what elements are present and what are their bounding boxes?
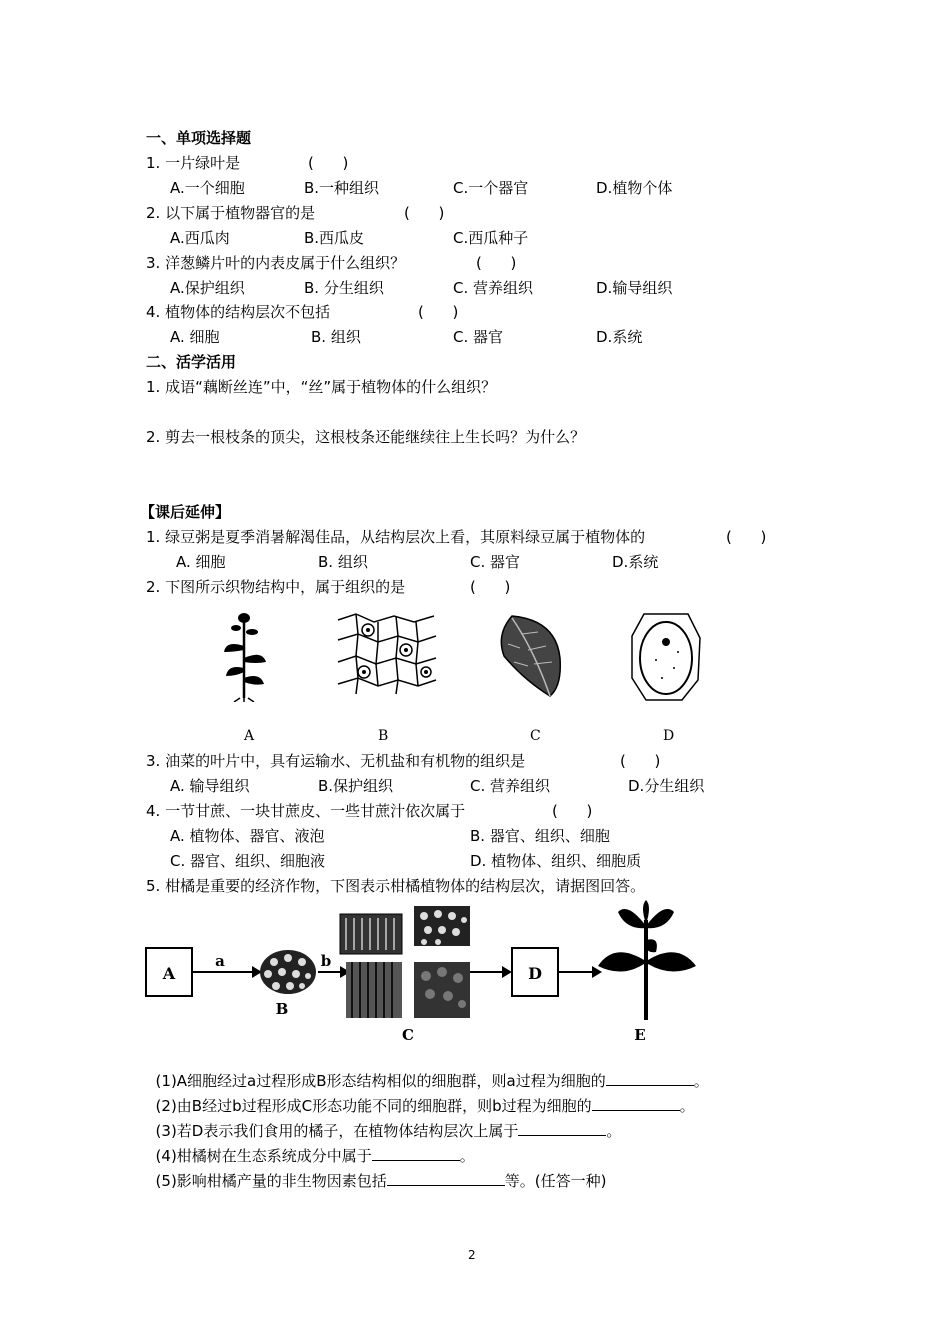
plant-e-label: E: [634, 1026, 646, 1044]
option: A.一个细胞: [170, 179, 245, 197]
leaf-figure-c: [494, 610, 568, 700]
answer-parens: ( ): [470, 578, 511, 596]
answer-parens: ( ): [476, 254, 517, 272]
answer-parens: ( ): [726, 528, 767, 546]
option: B. 组织: [318, 553, 368, 571]
figure-label: C: [530, 728, 541, 744]
option: C. 器官、组织、细胞液: [170, 852, 326, 870]
option: A. 植物体、器官、液泡: [170, 827, 325, 845]
question-stem: 3. 油菜的叶片中，具有运输水、无机盐和有机物的组织是: [146, 752, 526, 770]
option: A. 输导组织: [170, 777, 250, 795]
option: B.西瓜皮: [304, 229, 365, 247]
box-a-label: A: [162, 964, 176, 983]
option: C.一个器官: [453, 179, 529, 197]
option: B. 分生组织: [304, 279, 384, 297]
option: B. 组织: [311, 328, 361, 346]
option: D.分生组织: [628, 777, 705, 795]
page-number: 2: [468, 1248, 476, 1262]
option: A.保护组织: [170, 279, 245, 297]
option: C. 营养组织: [453, 279, 534, 297]
question-stem: 1. 绿豆粥是夏季消暑解渴佳品，从结构层次上看，其原料绿豆属于植物体的: [146, 528, 646, 546]
fill-in-text: (5)影响柑橘产量的非生物因素包括: [155, 1172, 387, 1190]
question-stem: 2. 以下属于植物器官的是: [146, 204, 316, 222]
question-stem: 1. 成语“藕断丝连”中，“丝”属于植物体的什么组织？: [146, 378, 497, 396]
option: A. 细胞: [170, 328, 220, 346]
answer-parens: ( ): [418, 303, 459, 321]
question-stem: 3. 洋葱鳞片叶的内表皮属于什么组织？: [146, 254, 406, 272]
option: C. 器官: [470, 553, 521, 571]
answer-blank[interactable]: [387, 1170, 505, 1186]
fill-in-text: (1)A细胞经过a过程形成B形态结构相似的细胞群，则a过程为细胞的: [155, 1072, 606, 1090]
arrow-a-label: a: [215, 952, 225, 970]
section-title-apply: 二、活学活用: [146, 353, 237, 371]
answer-parens: ( ): [308, 154, 349, 172]
answer-parens: ( ): [552, 802, 593, 820]
figure-label: D: [663, 728, 675, 744]
section-title-single-choice: 一、单项选择题: [146, 129, 252, 147]
option: B.保护组织: [318, 777, 394, 795]
question-stem: 5. 柑橘是重要的经济作物，下图表示柑橘植物体的结构层次，请据图回答。: [146, 877, 646, 895]
section-title-extension: 【课后延伸】: [140, 503, 231, 521]
option: D.系统: [612, 553, 659, 571]
question-stem: 2. 下图所示织物结构中，属于组织的是: [146, 578, 406, 596]
option: C. 器官: [453, 328, 504, 346]
question-stem: 2. 剪去一根枝条的顶尖，这根枝条还能继续往上生长吗？为什么？: [146, 428, 586, 446]
plant-e: [598, 900, 696, 1020]
option: A.西瓜肉: [170, 229, 230, 247]
fill-in-text: 。: [693, 1072, 709, 1090]
fill-in-text: 。: [459, 1147, 475, 1165]
question-stem: 1. 一片绿叶是: [146, 154, 241, 172]
tissue-group-c-label: C: [402, 1026, 414, 1044]
option: C. 营养组织: [470, 777, 551, 795]
option: D.植物个体: [596, 179, 673, 197]
cell-cluster-b: [260, 950, 316, 994]
option: D.系统: [596, 328, 643, 346]
option: D.输导组织: [596, 279, 673, 297]
answer-parens: ( ): [620, 752, 661, 770]
fill-in-text: (4)柑橘树在生态系统成分中属于: [155, 1147, 372, 1165]
fill-in-text: 等。(任答一种): [504, 1172, 607, 1190]
answer-blank[interactable]: [518, 1120, 606, 1136]
cell-cluster-b-label: B: [275, 1000, 289, 1018]
tissue-figure-b: [334, 610, 440, 696]
question-stem: 4. 一节甘蔗、一块甘蔗皮、一些甘蔗汁依次属于: [146, 802, 466, 820]
option: C.西瓜种子: [453, 229, 529, 247]
answer-parens: ( ): [404, 204, 445, 222]
option: A. 细胞: [176, 553, 226, 571]
fill-in-text: 。: [606, 1122, 622, 1140]
fill-in-text: 。: [679, 1097, 695, 1115]
arrow-b-label: b: [320, 952, 332, 970]
tissue-group-c: [340, 906, 470, 1018]
figure-label: B: [378, 728, 389, 744]
cell-figure-d: [626, 608, 706, 704]
question-stem: 4. 植物体的结构层次不包括: [146, 303, 331, 321]
hierarchy-diagram: [140, 900, 710, 1050]
fill-in-text: (2)由B经过b过程形成C形态功能不同的细胞群，则b过程为细胞的: [155, 1097, 592, 1115]
plant-figure-a: [214, 606, 274, 702]
figure-label: A: [244, 728, 255, 744]
option: B.一种组织: [304, 179, 380, 197]
box-d-label: D: [528, 964, 542, 983]
fill-in-text: (3)若D表示我们食用的橘子，在植物体结构层次上属于: [155, 1122, 519, 1140]
option: D. 植物体、组织、细胞质: [470, 852, 642, 870]
option: B. 器官、组织、细胞: [470, 827, 610, 845]
fill-in-question-5: [146, 1150, 607, 1191]
